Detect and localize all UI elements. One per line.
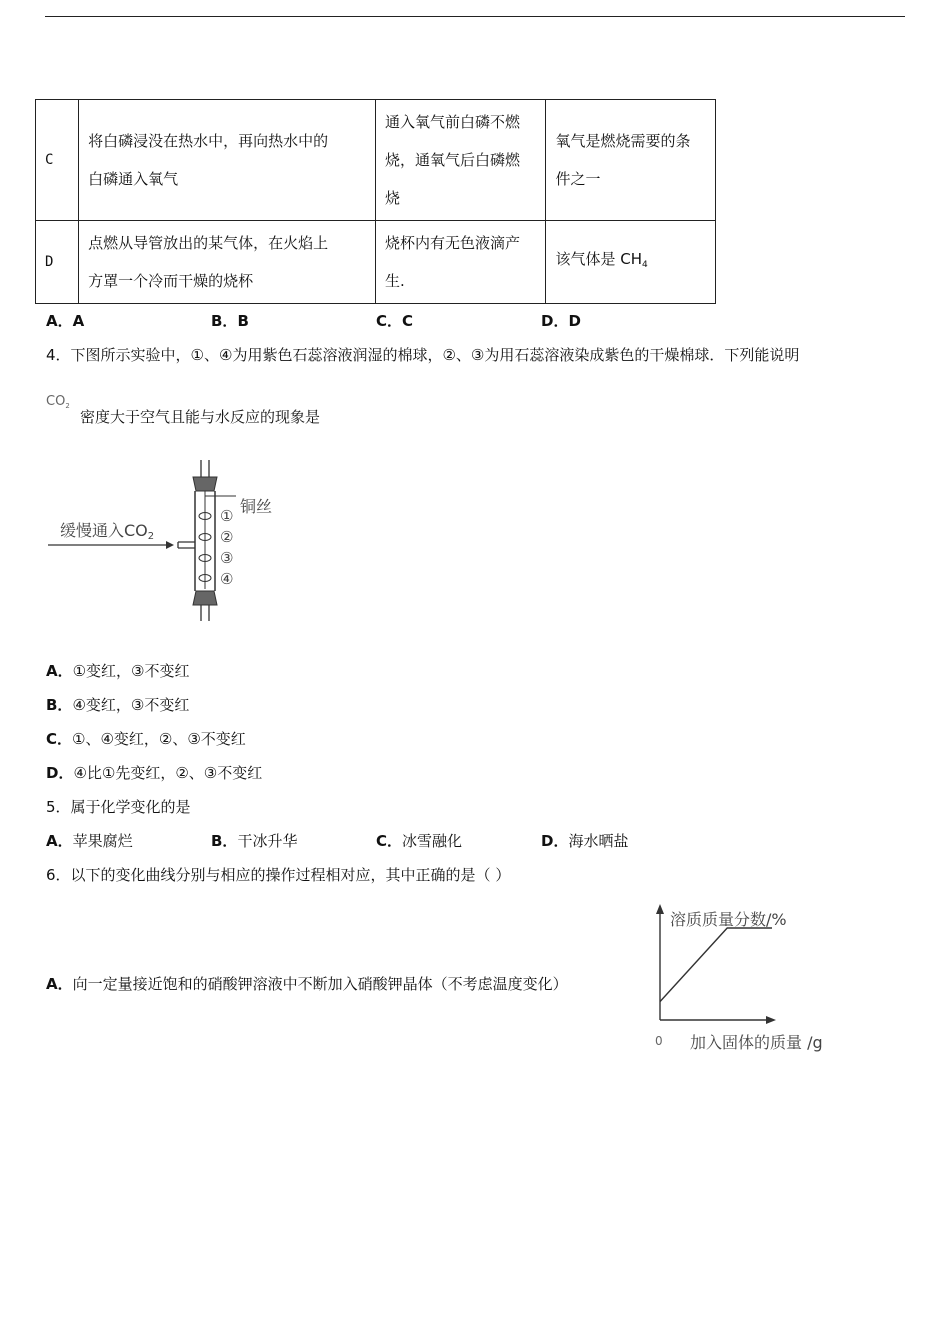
co2-apparatus-figure [40,455,300,625]
q4-option-d[interactable] [46,763,262,783]
q3-option-a[interactable] [46,311,84,331]
y-axis-label: 溶质质量分数/% [670,910,787,929]
option-text: 干冰升华 [237,832,298,850]
option-key: D． [46,764,74,782]
option-text: 冰雪融化 [402,832,463,850]
subscript: 2 [65,402,70,410]
option-text: A [72,312,85,330]
option-text: ①变红，③不变红 [72,662,190,680]
table-row [36,221,716,304]
wire-label: 铜丝 [240,497,273,516]
solute-fraction-chart [640,900,850,1060]
option-key: A． [46,832,73,850]
experiment-table [35,99,716,304]
option-text: B [237,312,249,330]
header-rule [45,16,905,17]
x-axis-arrow [766,1016,776,1024]
origin-label: 0 [655,1034,663,1048]
option-key: A． [46,662,73,680]
marker-4: ④ [220,570,234,588]
co2-text: CO [46,394,66,409]
q4-stem-line1: 4．下图所示实验中，①、④为用紫色石蕊溶液润湿的棉球，②、③为用石蕊溶液染成紫色的干燥棉球．下列能说明 [46,346,800,364]
q6-stem: 6．以下的变化曲线分别与相应的操作过程相对应，其中正确的是（ ） [46,866,511,884]
phenomenon-cell [375,100,546,221]
y-axis-arrow [656,904,664,914]
row-label: D [36,221,79,304]
bottom-stopper [193,591,217,605]
marker-1: ① [220,507,234,525]
option-text: ①、④变红，②、③不变红 [72,730,246,748]
conclusion-cell [546,100,716,221]
q5-option-d[interactable] [541,831,628,851]
option-key: C． [376,312,403,330]
top-stopper [193,477,217,491]
cell-line: 氧气是燃烧需要的条 [555,132,691,150]
operation-cell [79,100,376,221]
option-text: ④变红，③不变红 [72,696,190,714]
option-key: B． [46,696,73,714]
cell-line: 生. [384,272,405,290]
option-key: D． [541,312,569,330]
q3-option-c[interactable] [376,311,413,331]
cell-line: 件之一 [555,170,601,188]
cell-line: 通入氧气前白磷不燃 [384,113,520,131]
x-axis-label: 加入固体的质量 /g [690,1033,823,1052]
cell-text: 该气体是 CH [555,250,643,268]
q5-option-c[interactable] [376,831,462,851]
option-key: C． [376,832,403,850]
option-key: B． [211,312,238,330]
series-group [660,928,772,1002]
option-key: C． [46,730,73,748]
subscript: 4 [642,260,648,270]
option-key: A． [46,312,73,330]
cell-line: 烧杯内有无色液滴产 [384,234,520,252]
option-text: 海水晒盐 [568,832,629,850]
option-text: 向一定量接近饱和的硝酸钾溶液中不断加入硝酸钾晶体（不考虑温度变化） [72,975,568,993]
cell-line: 点燃从导管放出的某气体，在火焰上 [88,234,329,252]
inlet-label: 缓慢通入CO2 [60,521,155,542]
q6-option-a[interactable] [46,974,568,994]
q5-option-b[interactable] [211,831,297,851]
q4-option-a[interactable] [46,661,190,681]
q5-stem: 5．属于化学变化的是 [46,798,191,816]
cell-line: 将白磷浸没在热水中，再向热水中的 [88,132,329,150]
row-label: C [36,100,79,221]
phenomenon-cell [375,221,546,304]
cell-line: 烧 [384,189,400,207]
option-text: C [402,312,414,330]
q3-option-d[interactable] [541,311,581,331]
gas-arrow-head [166,541,174,549]
option-text: ④比①先变红，②、③不变红 [73,764,263,782]
option-text: D [568,312,581,330]
conclusion-cell [546,221,716,304]
q4-option-c[interactable] [46,729,246,749]
q3-option-b[interactable] [211,311,249,331]
q4-option-b[interactable] [46,695,189,715]
q5-option-a[interactable] [46,831,133,851]
q4-stem-line2: 密度大于空气且能与水反应的现象是 [80,408,321,426]
cell-line: 烧，通氧气后白磷燃 [384,151,520,169]
co2-formula [46,394,70,410]
series-line-1 [660,928,772,1002]
table-row [36,100,716,221]
option-key: D． [541,832,569,850]
cell-line: 白磷通入氧气 [88,170,179,188]
marker-3: ③ [220,549,234,567]
option-key: A． [46,975,73,993]
cell-line: 方罩一个冷而干燥的烧杯 [88,272,254,290]
marker-2: ② [220,528,234,546]
operation-cell [79,221,376,304]
option-text: 苹果腐烂 [72,832,133,850]
option-key: B． [211,832,238,850]
